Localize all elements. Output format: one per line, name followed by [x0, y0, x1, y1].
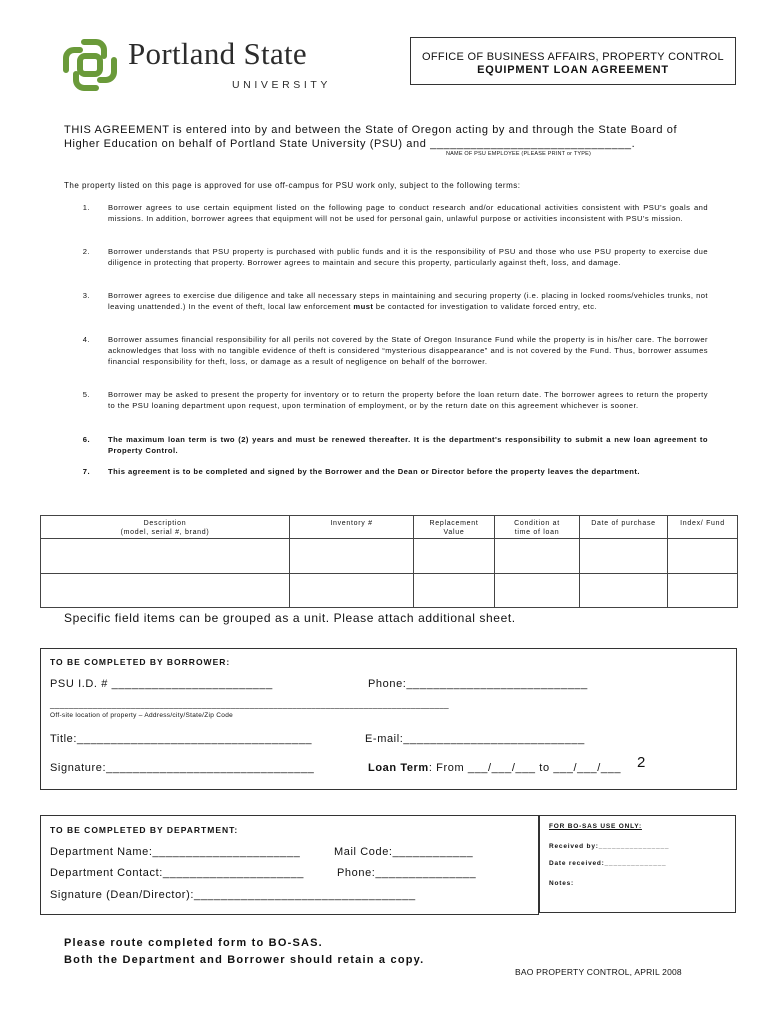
term-item: [64, 434, 714, 458]
department-section: [40, 815, 539, 915]
department-contact-field[interactable]: Department Contact:_____________________: [50, 867, 304, 879]
term-text: The maximum loan term is two (2) years and must be renewed thereafter. It is the department's responsibility to submit a new loan agreement to Property Control.: [108, 435, 708, 455]
loan-term-dates: : From ___/___/___ to ___/___/___: [428, 762, 622, 774]
term-item: [64, 290, 714, 324]
table-cell[interactable]: [41, 539, 290, 574]
term-text: This agreement is to be completed and signed by the Borrower and the Dean or Director before the property leaves the department.: [108, 467, 640, 476]
col-header-replacement-value: Replacement Value: [414, 516, 495, 539]
table-cell[interactable]: [414, 574, 495, 608]
borrower-section-title: TO BE COMPLETED BY BORROWER:: [50, 657, 231, 667]
col-header-date-of-purchase: Date of purchase: [580, 516, 668, 539]
loan-term-year-value: 2: [637, 754, 646, 771]
term-item: [64, 389, 714, 423]
table-row[interactable]: [41, 539, 738, 574]
email-field[interactable]: E-mail:___________________________: [365, 733, 585, 745]
mail-code-field[interactable]: Mail Code:____________: [334, 846, 474, 858]
term-item: [64, 246, 714, 280]
bosas-section: [539, 815, 736, 913]
intro-paragraph: THIS AGREEMENT is entered into by and between the State of Oregon acting by and through the State Board of Higher Education on behalf of Portland State University (PSU) and ______________________________.: [64, 124, 678, 150]
term-item: [64, 202, 714, 236]
table-cell[interactable]: [414, 539, 495, 574]
col-header-inventory: Inventory #: [290, 516, 414, 539]
term-number: 7.: [82, 467, 90, 476]
table-cell[interactable]: [580, 539, 668, 574]
table-cell[interactable]: [41, 574, 290, 608]
table-cell[interactable]: [290, 574, 414, 608]
term-text: Borrower assumes financial responsibility for all perils not covered by the State of Oregon Insurance Fund while the property is in his/her care. The borrower acknowledges that loss with no tangible evidence of theft is considered “mysterious disappearance” and is not covered by the Fund. Thus, borrower assumes financial responsibility for theft, loss, or damage as a result of negligence on behalf of the borrower.: [108, 335, 708, 366]
form-title: EQUIPMENT LOAN AGREEMENT: [477, 64, 669, 76]
footer-text: BAO PROPERTY CONTROL, APRIL 2008: [515, 967, 682, 977]
term-text-part: Borrower agrees to exercise due diligence and take all necessary steps in maintaining and securing property (i.e. placing in locked rooms/vehicles trunks, not leaving unattended.) In the event of theft, local law enforcement: [108, 291, 708, 311]
table-cell[interactable]: [290, 539, 414, 574]
table-cell[interactable]: [580, 574, 668, 608]
group-note: Specific field items can be grouped as a unit. Please attach additional sheet.: [64, 611, 516, 625]
term-item: [64, 334, 714, 380]
term-text-emphasis: must: [353, 302, 374, 311]
psu-id-field[interactable]: PSU I.D. # ________________________: [50, 678, 273, 690]
loan-term-label: Loan Term: [368, 762, 429, 774]
logo-name: Portland State: [128, 36, 307, 71]
borrower-signature-field[interactable]: Signature:_______________________________: [50, 762, 315, 774]
address-field[interactable]: ____________________________________________________________________________________: [50, 700, 449, 709]
term-text: Borrower may be asked to present the property for inventory or to return the property before the loan return date. The borrower agrees to return the property to the PSU loaning department upon request, upon termination of employment, or by the return date on this agreement whichever is sooner.: [108, 390, 708, 410]
employee-name-caption: NAME OF PSU EMPLOYEE (PLEASE PRINT or TYPE): [446, 151, 592, 157]
title-field[interactable]: Title:___________________________________: [50, 733, 313, 745]
received-by-field[interactable]: Received by:________________: [549, 843, 670, 850]
table-cell[interactable]: [668, 574, 738, 608]
term-number: 1.: [82, 203, 90, 212]
col-header-description: Description (model, serial #, brand): [41, 516, 290, 539]
equipment-table: [40, 515, 738, 608]
psu-logo: [60, 36, 350, 96]
term-text: [108, 290, 708, 312]
term-number: 5.: [82, 390, 90, 399]
address-caption: Off-site location of property – Address/city/State/Zip Code: [50, 712, 234, 719]
department-section-title: TO BE COMPLETED BY DEPARTMENT:: [50, 825, 239, 835]
table-cell[interactable]: [495, 574, 580, 608]
term-number: 2.: [82, 247, 90, 256]
notes-field[interactable]: Notes:: [549, 880, 575, 887]
route-line-2: Both the Department and Borrower should retain a copy.: [64, 954, 425, 966]
borrower-section: [40, 648, 737, 790]
table-cell[interactable]: [668, 539, 738, 574]
department-phone-field[interactable]: Phone:_______________: [337, 867, 477, 879]
term-item: [64, 466, 714, 490]
term-text-part: be contacted for investigation to validate forced entry, etc.: [373, 302, 597, 311]
route-line-1: Please route completed form to BO-SAS.: [64, 937, 323, 949]
office-title: OFFICE OF BUSINESS AFFAIRS, PROPERTY CONTROL: [422, 51, 724, 63]
route-instructions: [64, 935, 424, 969]
header-box: [410, 37, 736, 85]
bosas-title: FOR BO-SAS USE ONLY:: [549, 823, 642, 830]
term-text: Borrower understands that PSU property is purchased with public funds and it is the responsibility of PSU and those who use PSU property to exercise due diligence in protecting that property. Borrower agrees to maintain and secure this property, particularly against theft, loss, and damage.: [108, 247, 708, 267]
psu-logo-icon: [60, 36, 120, 94]
borrower-phone-field[interactable]: Phone:___________________________: [368, 678, 588, 690]
dean-signature-field[interactable]: Signature (Dean/Director):_________________________________: [50, 889, 416, 901]
logo-subtitle: UNIVERSITY: [232, 79, 332, 91]
term-number: 3.: [82, 291, 90, 300]
col-header-condition: Condition at time of loan: [495, 516, 580, 539]
term-number: 4.: [82, 335, 90, 344]
table-cell[interactable]: [495, 539, 580, 574]
table-row[interactable]: [41, 574, 738, 608]
terms-lead: The property listed on this page is approved for use off-campus for PSU work only, subject to the following terms:: [64, 181, 521, 190]
col-header-index-fund: Index/ Fund: [668, 516, 738, 539]
date-received-field[interactable]: Date received:______________: [549, 860, 667, 867]
department-name-field[interactable]: Department Name:______________________: [50, 846, 301, 858]
term-number: 6.: [82, 435, 90, 444]
table-header-row: [41, 516, 738, 539]
term-text: Borrower agrees to use certain equipment listed on the following page to conduct research and/or educational activities consistent with PSU's goals and missions. In addition, borrower agrees that equipment will not be used for personal gain, unlawful purpose or activities inconsistent with PSU's mission.: [108, 203, 708, 223]
loan-term-field[interactable]: [368, 762, 621, 774]
